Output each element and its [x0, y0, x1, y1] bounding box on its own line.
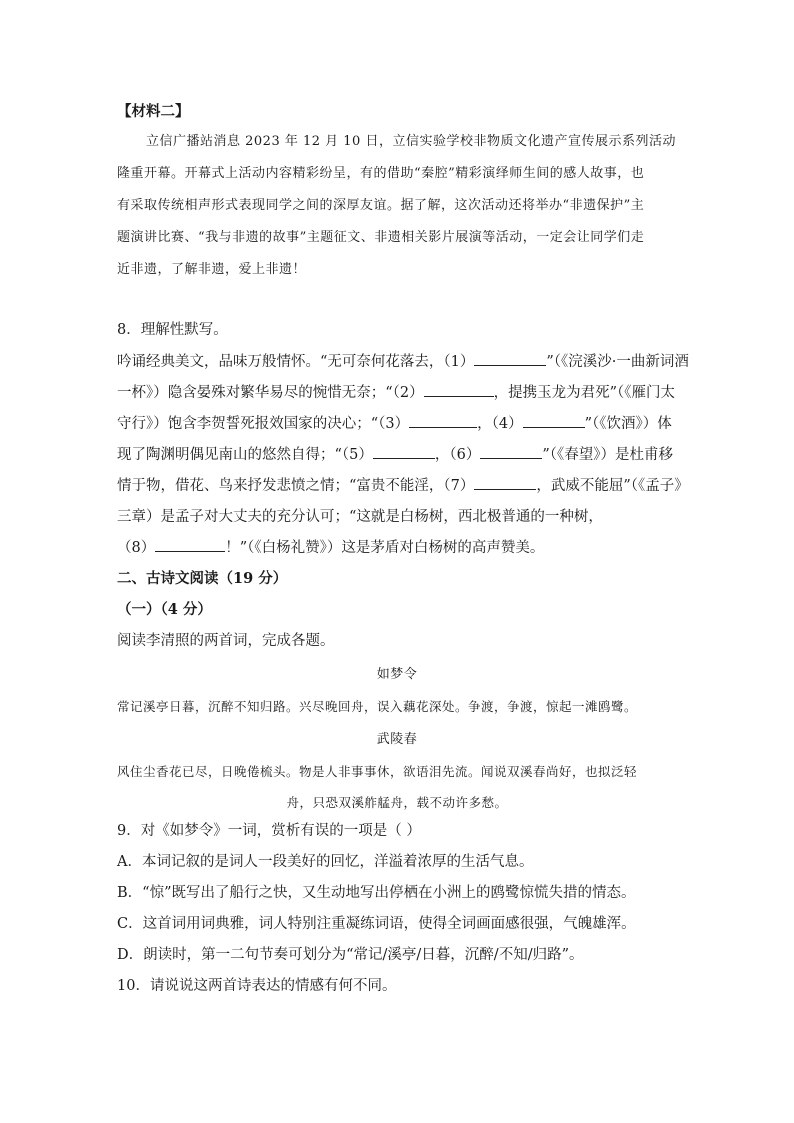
answer-blank-2[interactable]	[424, 382, 494, 397]
section-title: 二、古诗文阅读（19 分）	[117, 570, 288, 587]
q8-text: ”（《春望》）是杜甫移	[542, 447, 674, 463]
poem2-title: 武陵春	[376, 732, 418, 747]
q8-text: ，武威不能屈”（《孟子》	[536, 478, 689, 494]
q8-text: 吟诵经典美文，品味万般情怀。“无可奈何花落去，（1）	[117, 354, 475, 370]
subsection-title: （一）（4 分）	[117, 601, 212, 618]
answer-blank-1[interactable]	[474, 351, 546, 366]
material-line-5: 近非遗，了解非遗，爱上非遗！	[117, 262, 307, 277]
q10-stem: 10．请说说这两首诗表达的情感有何不同。	[117, 978, 397, 994]
q9-option-d[interactable]: D．朗读时，第一二句节奏可划分为“常记/溪亭/日暮，沉醉/不知/归路”。	[117, 947, 584, 963]
q8-line-6: 三章）是孟子对大丈夫的充分认可；“这就是白杨树，西北极普通的一种树，	[117, 509, 603, 525]
poem1-text: 常记溪亭日暮，沉醉不知归路。兴尽晚回舟，误入藕花深处。争渡，争渡，惊起一滩鸥鹭。	[117, 699, 638, 714]
answer-blank-7[interactable]	[474, 475, 536, 490]
reading-intro: 阅读李清照的两首词，完成各题。	[117, 633, 335, 649]
material-line-1: 立信广播站消息 2023 年 12 月 10 日，立信实验学校非物质文化遗产宣传展示系列活动	[146, 134, 676, 149]
q8-text: 情于物，借花、鸟来抒发悲愤之情；“富贵不能淫，（7）	[117, 478, 475, 494]
answer-blank-8[interactable]	[155, 537, 225, 552]
q8-text: ，（4）	[477, 416, 523, 432]
material-line-3: 有采取传统相声形式表现同学之间的深厚友谊。据了解，这次活动还将举办“非遗保护”主	[117, 198, 645, 213]
q8-text: 现了陶渊明偶见南山的悠然自得；“（5）	[117, 447, 373, 463]
q9-option-b[interactable]: B．“惊”既写出了船行之快，又生动地写出停栖在小洲上的鸥鹭惊慌失措的情态。	[117, 885, 636, 901]
material-heading: 【材料二】	[117, 103, 190, 120]
q8-text: 一杯》）隐含晏殊对繁华易尽的惋惜无奈；“（2）	[117, 385, 424, 401]
q8-title: 8．理解性默写。	[117, 322, 228, 338]
q8-text: 守行》）饱含李贺誓死报效国家的决心；“（3）	[117, 416, 410, 432]
q9-stem: 9．对《如梦令》一词，赏析有误的一项是（ ）	[117, 823, 421, 839]
q8-line-4	[117, 444, 673, 466]
material-line-2: 隆重开幕。开幕式上活动内容精彩纷呈，有的借助“秦腔”精彩演绎师生间的感人故事，也	[117, 166, 645, 181]
answer-blank-3[interactable]	[409, 413, 477, 428]
answer-blank-6[interactable]	[480, 444, 542, 459]
answer-blank-4[interactable]	[523, 413, 585, 428]
q8-text: ，（6）	[434, 447, 481, 463]
q8-text: ，提携玉龙为君死”（《雁门太	[493, 385, 676, 401]
q8-text: ”（《浣溪沙·一曲新词酒	[546, 354, 689, 370]
answer-blank-5[interactable]	[373, 444, 435, 459]
q8-text: ！”（《白杨礼赞》）这是茅盾对白杨树的高声赞美。	[225, 540, 545, 556]
q9-option-c[interactable]: C．这首词用词典雅，词人特别注重凝练词语，使得全词画面感很强，气魄雄浑。	[117, 916, 636, 932]
q8-line-3	[117, 413, 672, 435]
q8-text: （8）	[117, 540, 156, 556]
q8-line-1	[117, 351, 689, 373]
q8-line-2	[117, 382, 675, 404]
poem2-line-2: 舟，只恐双溪舴艋舟，载不动许多愁。	[286, 795, 508, 810]
q9-option-a[interactable]: A．本词记叙的是词人一段美好的回忆，洋溢着浓厚的生活气息。	[117, 854, 534, 870]
poem2-line-1: 风住尘香花已尽，日晚倦梳头。物是人非事事休，欲语泪先流。闻说双溪春尚好，也拟泛轻	[117, 764, 638, 779]
q8-line-5	[117, 475, 689, 497]
q8-line-7	[117, 537, 544, 559]
q8-text: ”（《饮酒》）体	[584, 416, 672, 432]
poem1-title: 如梦令	[376, 667, 418, 682]
material-line-4: 题演讲比赛、“我与非遗的故事”主题征文、非遗相关影片展演等活动，一定会让同学们走	[117, 230, 645, 245]
